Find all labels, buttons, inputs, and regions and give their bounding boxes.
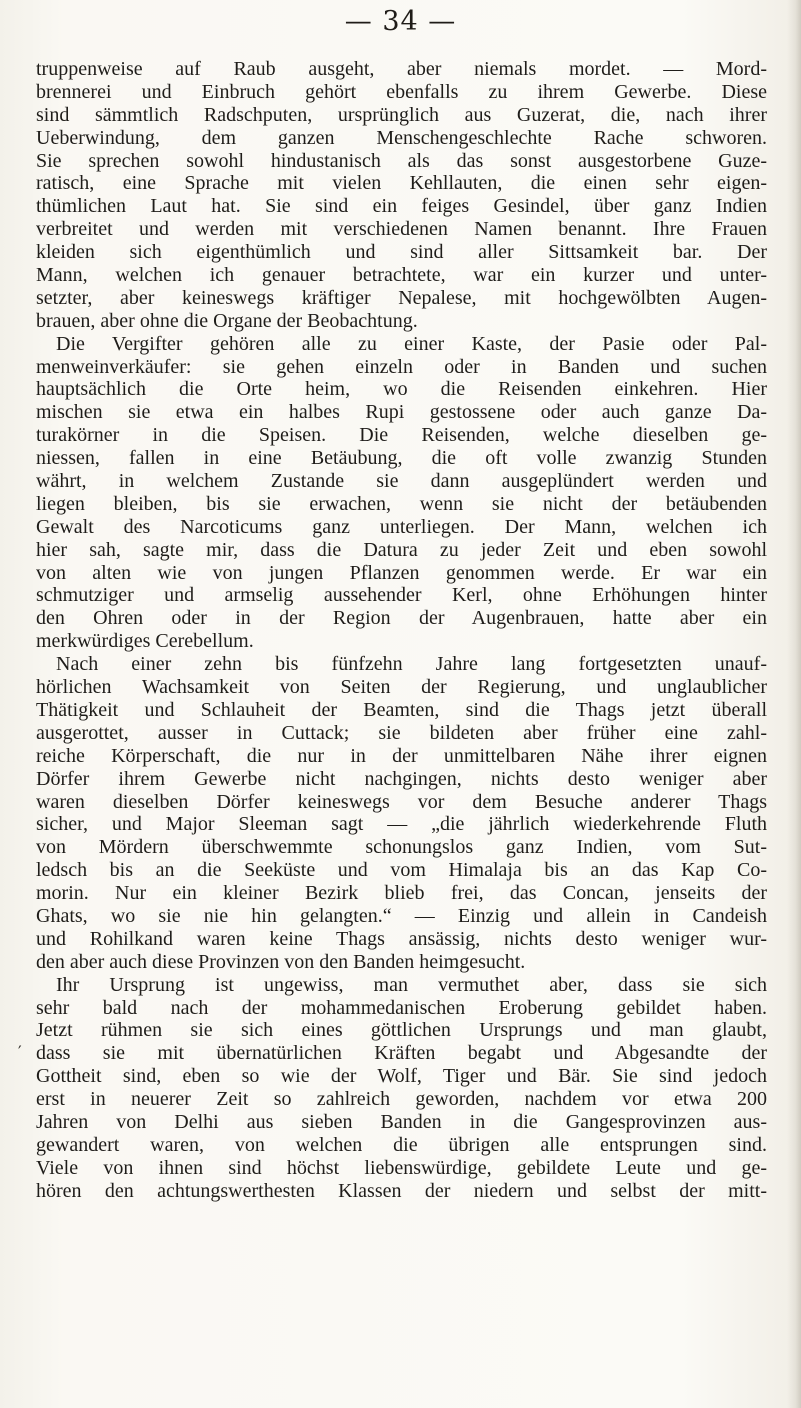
text-line: Ihr Ursprung ist ungewiss, man vermuthet aber, dass sie sich bbox=[56, 973, 767, 996]
text-line: truppenweise auf Raub ausgeht, aber niemals mordet. — Mord- bbox=[36, 58, 767, 80]
text-line: ratisch, eine Sprache mit vielen Kehllauten, die einen sehr eigen- bbox=[36, 172, 767, 195]
text-line: thümlichen Laut hat. Sie sind ein feiges Gesindel, über ganz Indien bbox=[36, 195, 767, 218]
text-line: Nach einer zehn bis fünfzehn Jahre lang fortgesetzten unauf- bbox=[56, 653, 767, 676]
text-line: Thätigkeit und Schlauheit der Beamten, sind die Thags jetzt überall bbox=[36, 698, 767, 721]
text-line: hauptsächlich die Orte heim, wo die Reisenden einkehren. Hier bbox=[36, 378, 767, 401]
text-line: dass sie mit übernatürlichen Kräften begabt und Abgesandte der bbox=[36, 1042, 767, 1065]
body-text bbox=[36, 58, 767, 1203]
text-line: Ueberwindung, dem ganzen Menschengeschlechte Rache schworen. bbox=[36, 126, 767, 149]
text-line: menweinverkäufer: sie gehen einzeln oder in Banden und suchen bbox=[36, 355, 767, 378]
text-line: Gottheit sind, eben so wie der Wolf, Tiger und Bär. Sie sind jedoch bbox=[36, 1065, 767, 1088]
text-line: sehr bald nach der mohammedanischen Eroberung gebildet haben. bbox=[36, 996, 767, 1019]
text-line: reiche Körperschaft, die nur in der unmittelbaren Nähe ihrer eignen bbox=[36, 744, 767, 767]
text-line: Mann, welchen ich genauer betrachtete, war ein kurzer und unter- bbox=[36, 264, 767, 287]
text-line: von alten wie von jungen Pflanzen genommen werde. Er war ein bbox=[36, 561, 767, 584]
text-line: kleiden sich eigenthümlich und sind aller Sittsamkeit bar. Der bbox=[36, 241, 767, 264]
text-line: liegen bleiben, bis sie erwachen, wenn sie nicht der betäubenden bbox=[36, 492, 767, 515]
text-line: Jetzt rühmen sie sich eines göttlichen Ursprungs und man glaubt, bbox=[36, 1019, 767, 1042]
text-line: sicher, und Major Sleeman sagt — „die jährlich wiederkehrende Fluth bbox=[36, 813, 767, 836]
text-line: verbreitet und werden mit verschiedenen Namen benannt. Ihre Frauen bbox=[36, 218, 767, 241]
text-line: niessen, fallen in eine Betäubung, die oft volle zwanzig Stunden bbox=[36, 447, 767, 470]
text-line: Jahren von Delhi aus sieben Banden in die Gangesprovinzen aus- bbox=[36, 1110, 767, 1133]
text-line: waren dieselben Dörfer keineswegs vor dem Besuche anderer Thags bbox=[36, 790, 767, 813]
text-line: setzter, aber keineswegs kräftiger Nepalese, mit hochgewölbten Augen- bbox=[36, 286, 767, 309]
text-line: brauen, aber ohne die Organe der Beobachtung. bbox=[36, 309, 418, 332]
text-line: währt, in welchem Zustande sie dann ausgeplündert werden und bbox=[36, 470, 767, 493]
page-edge-shadow bbox=[787, 0, 801, 1408]
text-line: Viele von ihnen sind höchst liebenswürdige, gebildete Leute und ge- bbox=[36, 1156, 767, 1179]
text-line: den Ohren oder in der Region der Augenbrauen, hatte aber ein bbox=[36, 607, 767, 630]
text-line: brennerei und Einbruch gehört ebenfalls zu ihrem Gewerbe. Diese bbox=[36, 80, 767, 103]
text-line: Dörfer ihrem Gewerbe nicht nachgingen, nichts desto weniger aber bbox=[36, 767, 767, 790]
text-line: Sie sprechen sowohl hindustanisch als das sonst ausgestorbene Guze- bbox=[36, 149, 767, 172]
text-line: schmutziger und armselig aussehender Kerl, ohne Erhöhungen hinter bbox=[36, 584, 767, 607]
text-line: hörlichen Wachsamkeit von Seiten der Regierung, und unglaublicher bbox=[36, 676, 767, 699]
text-line: erst in neuerer Zeit so zahlreich geworden, nachdem vor etwa 200 bbox=[36, 1088, 767, 1111]
text-line: und Rohilkand waren keine Thags ansässig, nichts desto weniger wur- bbox=[36, 927, 767, 950]
page-number: — 34 — bbox=[344, 6, 457, 37]
text-line: merkwürdiges Cerebellum. bbox=[36, 630, 254, 653]
text-line: turakörner in die Speisen. Die Reisenden, welche dieselben ge- bbox=[36, 424, 767, 447]
text-line: von Mördern überschwemmte schonungslos ganz Indien, vom Sut- bbox=[36, 836, 767, 859]
text-line: Ghats, wo sie nie hin gelangten.“ — Einzig und allein in Candeish bbox=[36, 904, 767, 927]
text-line: Gewalt des Narcoticums ganz unterliegen. Der Mann, welchen ich bbox=[36, 515, 767, 538]
text-line: ledsch bis an die Seeküste und vom Himalaja bis an das Kap Co- bbox=[36, 859, 767, 882]
text-line: Die Vergifter gehören alle zu einer Kaste, der Pasie oder Pal- bbox=[56, 332, 767, 355]
margin-mark: ′ bbox=[18, 1042, 22, 1061]
text-line: mischen sie etwa ein halbes Rupi gestossene oder auch ganze Da- bbox=[36, 401, 767, 424]
text-line: gewandert waren, von welchen die übrigen alle entsprungen sind. bbox=[36, 1133, 767, 1156]
text-line: hier sah, sagte mir, dass die Datura zu jeder Zeit und eben sowohl bbox=[36, 538, 767, 561]
text-line: hören den achtungswerthesten Klassen der niedern und selbst der mitt- bbox=[36, 1179, 767, 1202]
text-line: ausgerottet, ausser in Cuttack; sie bildeten aber früher eine zahl- bbox=[36, 721, 767, 744]
text-line: den aber auch diese Provinzen von den Banden heimgesucht. bbox=[36, 950, 526, 973]
text-line: morin. Nur ein kleiner Bezirk blieb frei, das Concan, jenseits der bbox=[36, 882, 767, 905]
text-line: sind sämmtlich Radschputen, ursprünglich aus Guzerat, die, nach ihrer bbox=[36, 103, 767, 126]
